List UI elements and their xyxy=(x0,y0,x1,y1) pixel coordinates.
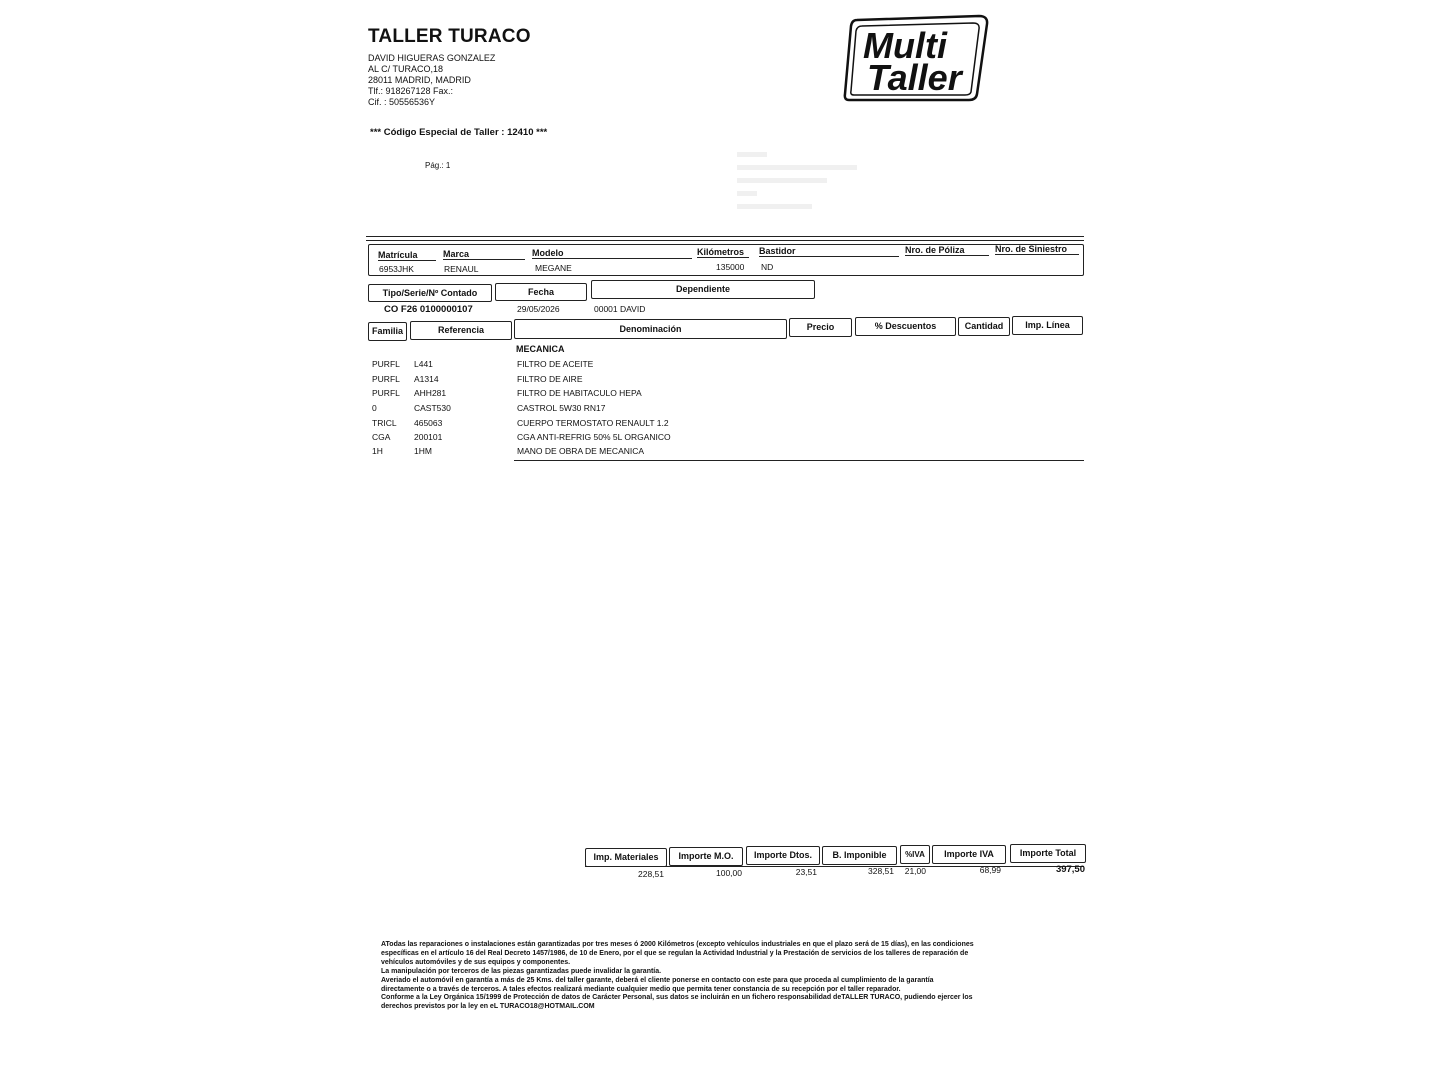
separator-line xyxy=(366,236,1084,237)
value-fecha: 29/05/2026 xyxy=(517,304,560,314)
label-importe-iva: Importe IVA xyxy=(932,845,1006,864)
legal-line: vehículos automóviles y de sus equipos y componentes. xyxy=(381,958,571,966)
label-bastidor: Bastidor xyxy=(759,246,899,257)
value-tipo-serie: CO F26 0100000107 xyxy=(384,304,473,315)
value-matricula: 6953JHK xyxy=(379,264,414,274)
logo-line2: Taller xyxy=(867,57,962,98)
value-marca: RENAUL xyxy=(444,264,479,274)
label-imp-materiales: Imp. Materiales xyxy=(585,848,667,867)
cell-referencia: L441 xyxy=(414,359,433,369)
value-imp-materiales: 228,51 xyxy=(638,869,664,879)
value-dependiente: 00001 DAVID xyxy=(594,304,646,314)
cell-familia: CGA xyxy=(372,432,391,442)
cell-denominacion: FILTRO DE HABITACULO HEPA xyxy=(517,388,642,398)
value-importe-iva: 68,99 xyxy=(979,865,1001,875)
logo-graphic xyxy=(843,14,989,102)
company-name: TALLER TURACO xyxy=(368,26,531,47)
legal-line: ATodas las reparaciones o instalaciones están garantizadas por tres meses ó 2000 Kilómetros (excepto vehículos industriales en que el plazo será de 15 días), en las condiciones xyxy=(381,941,974,948)
cell-referencia: A1314 xyxy=(414,374,439,384)
company-city: 28011 MADRID, MADRID xyxy=(368,75,471,85)
separator-line xyxy=(366,240,1084,241)
label-kilometros: Kilómetros xyxy=(697,247,749,258)
cell-referencia: 200101 xyxy=(414,432,443,442)
col-importe: Imp. Línea xyxy=(1012,316,1083,335)
label-importe-mo: Importe M.O. xyxy=(669,847,743,866)
cell-denominacion: CASTROL 5W30 RN17 xyxy=(517,403,606,413)
value-kilometros: 135000 xyxy=(716,262,745,272)
col-descuentos: % Descuentos xyxy=(855,317,956,336)
page-number: Pág.: 1 xyxy=(425,161,451,170)
legal-line: derechos previstos por la ley en eL TURACO18@HOTMAIL.COM xyxy=(381,1003,595,1011)
items-table-body xyxy=(0,354,1440,464)
legal-line: directamente o a través de terceros. A tales efectos realizará mediante cualquier medio que permita tener constancia de su recepción por el taller reparador. xyxy=(381,985,901,993)
cell-familia: 0 xyxy=(372,403,377,413)
legal-footer xyxy=(381,941,1081,1012)
value-importe-mo: 100,00 xyxy=(716,868,742,878)
col-familia: Familia xyxy=(368,322,407,341)
section-title: MECANICA xyxy=(516,344,565,354)
cell-referencia: CAST530 xyxy=(414,403,451,413)
multitaller-logo xyxy=(843,14,989,107)
label-marca: Marca xyxy=(443,249,525,260)
legal-line: La manipulación por terceros de las piezas garantizadas puede invalidar la garantía. xyxy=(381,967,662,975)
cell-denominacion: FILTRO DE ACEITE xyxy=(517,359,594,369)
cell-familia: 1H xyxy=(372,446,383,456)
label-poliza: Nro. de Póliza xyxy=(905,245,989,256)
logo-line1: Multi xyxy=(863,25,947,66)
label-iva-pct: %IVA xyxy=(900,845,930,864)
company-cif: Cif. : 50556536Y xyxy=(368,97,436,107)
cell-denominacion: CUERPO TERMOSTATO RENAULT 1.2 xyxy=(517,418,669,428)
legal-line: Averiado el automóvil en garantía a más de 25 Kms. del taller garante, deberá el cliente ponerse en contacto con este para que proceda al cumplimiento de la garantía xyxy=(381,976,934,984)
value-modelo: MEGANE xyxy=(535,263,572,273)
col-cantidad: Cantidad xyxy=(958,317,1010,336)
cell-familia: TRICL xyxy=(372,418,397,428)
special-code: *** Código Especial de Taller : 12410 *** xyxy=(370,127,548,138)
cell-referencia: AHH281 xyxy=(414,388,447,398)
cell-denominacion: CGA ANTI-REFRIG 50% 5L ORGANICO xyxy=(517,432,671,442)
cell-familia: PURFL xyxy=(372,374,400,384)
legal-line: Conforme a la Ley Orgánica 15/1999 de Protección de datos de Carácter Personal, sus datos se incluirán en un fichero responsabilidad deTALLER TURACO, pudiendo ejercer los xyxy=(381,994,973,1002)
cell-denominacion: MANO DE OBRA DE MECANICA xyxy=(517,446,645,456)
cell-familia: PURFL xyxy=(372,388,400,398)
totals-line xyxy=(585,866,1084,867)
company-address: AL C/ TURACO,18 xyxy=(368,64,444,74)
label-dependiente: Dependiente xyxy=(591,280,815,299)
col-precio: Precio xyxy=(789,318,852,337)
value-importe-dtos: 23,51 xyxy=(795,867,817,877)
col-referencia: Referencia xyxy=(410,321,512,340)
company-phone: Tlf.: 918267128 Fax.: xyxy=(368,86,454,96)
value-base-imponible: 328,51 xyxy=(868,866,894,876)
cell-familia: PURFL xyxy=(372,359,400,369)
value-bastidor: ND xyxy=(761,262,774,272)
label-siniestro: Nro. de Siniestro xyxy=(995,244,1079,255)
label-matricula: Matrícula xyxy=(378,250,436,261)
value-iva-pct: 21,00 xyxy=(904,866,926,876)
label-base-imponible: B. Imponible xyxy=(822,846,897,865)
customer-block-faded xyxy=(737,152,867,224)
table-end-line xyxy=(514,460,1084,461)
value-importe-total: 397,50 xyxy=(1055,864,1085,875)
company-owner: DAVID HIGUERAS GONZALEZ xyxy=(368,53,496,63)
cell-denominacion: FILTRO DE AIRE xyxy=(517,374,583,384)
cell-referencia: 465063 xyxy=(414,418,443,428)
label-tipo-serie: Tipo/Serie/Nº Contado xyxy=(368,284,492,302)
legal-line: específicas en el artículo 16 del Real Decreto 1457/1986, de 10 de Enero, por el que se regulan la Actividad Industrial y la Prestación de servicios de los talleres de reparación de xyxy=(381,949,969,957)
label-importe-dtos: Importe Dtos. xyxy=(746,846,820,865)
cell-referencia: 1HM xyxy=(414,446,432,456)
label-modelo: Modelo xyxy=(532,248,692,259)
col-denominacion: Denominación xyxy=(514,319,787,339)
label-fecha: Fecha xyxy=(495,283,587,301)
label-importe-total: Importe Total xyxy=(1010,844,1086,863)
